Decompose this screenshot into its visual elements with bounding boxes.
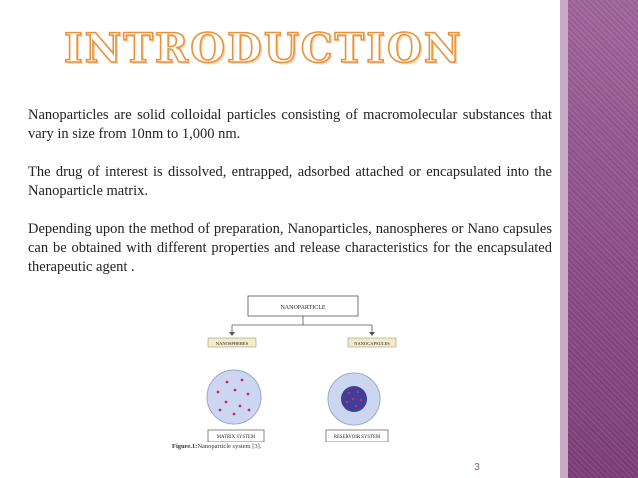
nanosphere [207, 370, 261, 424]
decorative-band-edge [560, 0, 568, 478]
arrow-right [369, 332, 375, 336]
caption-bold: Figure.1: [172, 443, 198, 450]
nanoparticle-diagram [172, 292, 432, 442]
paragraph-1: Nanoparticles are solid colloidal particles consisting of macromolecular substances that vary in size from 10nm to 1,000 nm. [28, 107, 552, 142]
matrix-system-label: MATRIX SYSTEM [216, 435, 256, 440]
page-number: 3 [474, 462, 480, 473]
right-branch-label: NANOCAPSULES [354, 341, 390, 346]
arrow-left [229, 332, 235, 336]
reservoir-system-label: RESERVOIR SYSTEM [333, 435, 381, 440]
slide-body [28, 106, 552, 296]
paragraph-2: The drug of interest is dissolved, entrapped, adsorbed attached or encapsulated into the Nanoparticle matrix. [28, 164, 552, 199]
left-branch-label: NANOSPHERES [215, 341, 249, 346]
figure-caption [172, 440, 432, 454]
paragraph-3: Depending upon the method of preparation, Nanoparticles, nanospheres or Nano capsules can be obtained with different properties and release characteristics for the encapsulated therapeutic agent . [28, 221, 552, 275]
nanoparticle-figure [172, 292, 432, 460]
slide-title: INTRODUCTION [64, 25, 463, 72]
root-label: NANOPARTICLE [280, 305, 326, 311]
caption-text: Nanoparticle system [3]. [197, 443, 262, 450]
decorative-band [568, 0, 638, 478]
